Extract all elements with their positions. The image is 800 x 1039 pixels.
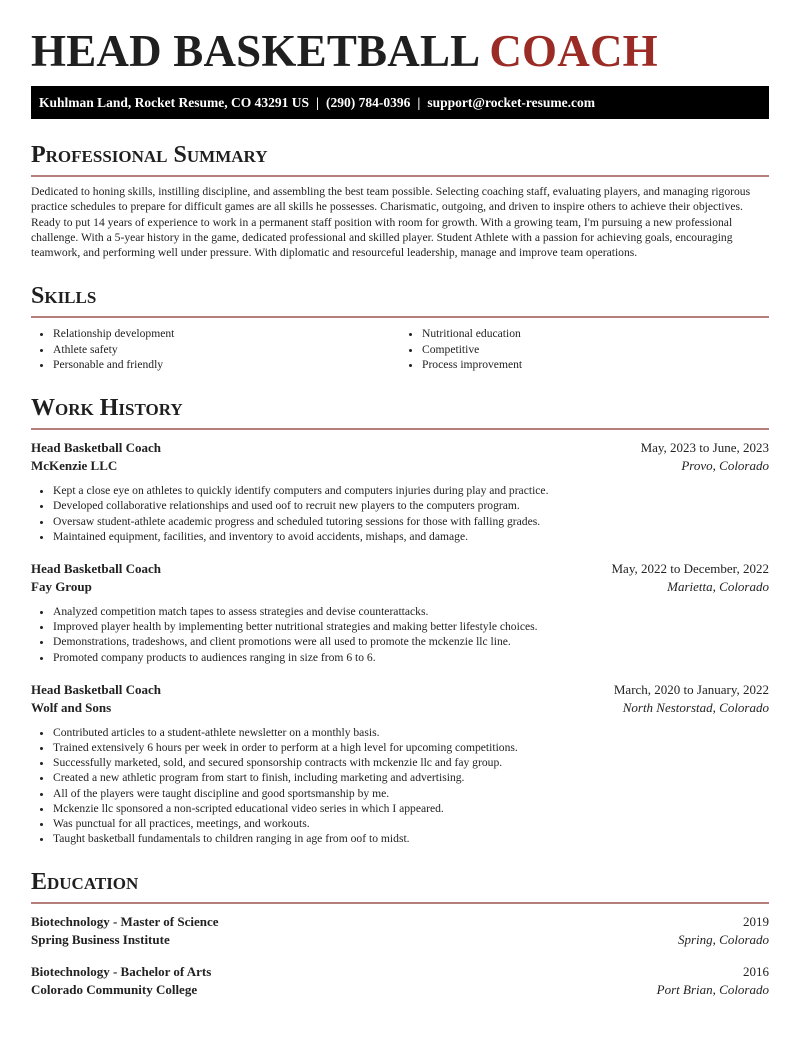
edu-location: Spring, Colorado [677, 932, 769, 948]
skill-item: • Nutritional education [422, 326, 769, 341]
job-bullet: • Taught basketball fundamentals to children ranging in age from oof to midst. [53, 831, 769, 846]
job-entry [31, 681, 769, 847]
skills-column-2 [400, 326, 769, 372]
job-bullet: • Developed collaborative relationships and used oof to recruit new players to the computers program. [53, 498, 769, 513]
job-company: Wolf and Sons [31, 699, 112, 715]
work-heading: Work History [31, 394, 769, 430]
work-history [31, 439, 769, 846]
edu-year: 2019 [743, 914, 769, 930]
skills-column-1 [31, 326, 400, 372]
job-bullet: • Oversaw student-athlete academic progress and scheduled tutoring sessions for those with falling grades. [53, 514, 769, 529]
job-location: Marietta, Colorado [667, 578, 769, 594]
job-location: Provo, Colorado [681, 458, 769, 474]
job-entry [31, 439, 769, 544]
job-bullet: • Demonstrations, tradeshows, and client promotions were all used to promote the mckenzie llc line. [53, 634, 769, 649]
separator: | [417, 95, 421, 110]
job-bullets [31, 725, 769, 847]
job-dates: May, 2023 to June, 2023 [640, 440, 769, 456]
education-entry [31, 913, 769, 949]
edu-year: 2016 [743, 964, 769, 980]
title-main: HEAD BASKETBALL [31, 26, 478, 76]
job-bullet: • Promoted company products to audiences ranging in size from 6 to 6. [53, 650, 769, 665]
skill-item: • Process improvement [422, 357, 769, 372]
education-heading: Education [31, 868, 769, 904]
skill-item: • Athlete safety [53, 342, 400, 357]
job-entry [31, 560, 769, 665]
title-accent: COACH [489, 26, 658, 76]
edu-degree: Biotechnology - Master of Science [31, 914, 219, 930]
job-bullet: • Contributed articles to a student-athlete newsletter on a monthly basis. [53, 725, 769, 740]
edu-degree: Biotechnology - Bachelor of Arts [31, 964, 212, 980]
job-bullet: • Kept a close eye on athletes to quickly identify computers and computers injuries during play and practice. [53, 483, 769, 498]
contact-email[interactable]: support@rocket-resume.com [427, 95, 596, 110]
job-bullet: • Improved player health by implementing better nutritional strategies and making better lifestyle choices. [53, 619, 769, 634]
page-title [31, 26, 769, 76]
job-bullets [31, 604, 769, 665]
job-location: North Nestorstad, Colorado [622, 699, 769, 715]
job-bullets [31, 483, 769, 544]
job-bullet: • All of the players were taught discipline and good sportsmanship by me. [53, 786, 769, 801]
contact-address: Kuhlman Land, Rocket Resume, CO 43291 US [39, 95, 310, 110]
skill-item: • Personable and friendly [53, 357, 400, 372]
skills-list [31, 326, 769, 372]
skill-item: • Competitive [422, 342, 769, 357]
job-title: Head Basketball Coach [31, 440, 162, 456]
contact-bar [31, 86, 769, 119]
job-bullet: • Created a new athletic program from start to finish, including marketing and advertising. [53, 770, 769, 785]
job-dates: March, 2020 to January, 2022 [613, 681, 769, 697]
job-bullet: • Trained extensively 6 hours per week in order to perform at a high level for upcoming competitions. [53, 740, 769, 755]
job-dates: May, 2022 to December, 2022 [611, 560, 769, 576]
skill-item: • Relationship development [53, 326, 400, 341]
edu-school: Colorado Community College [31, 982, 198, 998]
contact-phone: (290) 784-0396 [326, 95, 411, 110]
summary-text: Dedicated to honing skills, instilling discipline, and assembling the best team possible. Selecting coaching staff, evaluating players, and managing rigorous practice schedules to prepare for difficult games are all skills he possesses. Charismatic, outgoing, and driven to inspire others to achieve their objectives. Ready to put 14 years of experience to work in a permanent staff position with room for growth. With a growing team, I'm pursuing a new professional challenge. With a 5-year history in the game, dedicated professional and skilled player. Student Athlete with a passion for achieving goals, encouraging teamwork, and performing well under pressure. With diplomatic and resourceful leadership, manage and improve team operations. [31, 185, 751, 260]
job-company: McKenzie LLC [31, 458, 118, 474]
job-bullet: • Maintained equipment, facilities, and inventory to avoid accidents, mishaps, and damage. [53, 529, 769, 544]
edu-location: Port Brian, Colorado [656, 982, 769, 998]
education-list [31, 913, 769, 999]
job-bullet: • Successfully marketed, sold, and secured sponsorship contracts with mckenzie llc and fay group. [53, 755, 769, 770]
job-title: Head Basketball Coach [31, 681, 162, 697]
job-bullet: • Analyzed competition match tapes to assess strategies and devise counterattacks. [53, 604, 769, 619]
job-company: Fay Group [31, 578, 92, 594]
job-bullet: • Was punctual for all practices, meetings, and workouts. [53, 816, 769, 831]
job-bullet: • Mckenzie llc sponsored a non-scripted educational video series in which I appeared. [53, 801, 769, 816]
education-entry [31, 963, 769, 999]
edu-school: Spring Business Institute [31, 932, 170, 948]
summary-heading: Professional Summary [31, 141, 769, 177]
separator: | [316, 95, 320, 110]
job-title: Head Basketball Coach [31, 560, 162, 576]
skills-heading: Skills [31, 282, 769, 318]
